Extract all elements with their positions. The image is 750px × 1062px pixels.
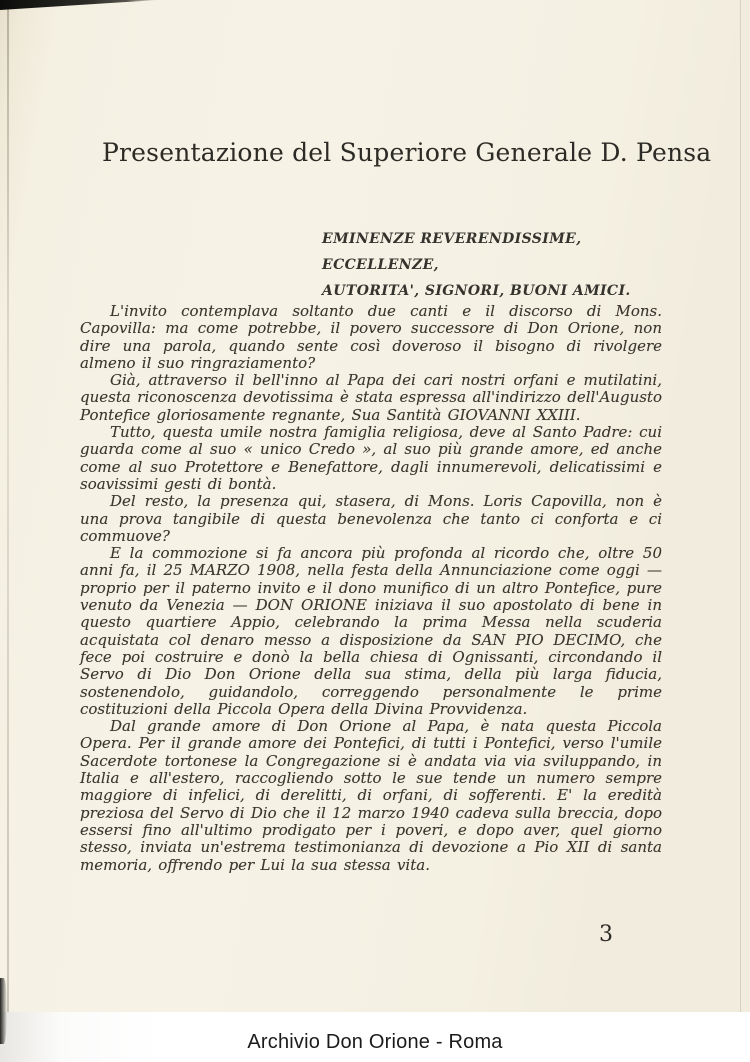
archive-caption: Archivio Don Orione - Roma bbox=[247, 1031, 503, 1053]
salutation-line-2: AUTORITA', SIGNORI, BUONI AMICI. bbox=[322, 283, 631, 299]
page-title: Presentazione del Superiore Generale D. Pensa bbox=[102, 138, 712, 167]
body-paragraph: Del resto, la presenza qui, stasera, di Mons. Loris Capovilla, non è una prova tangibile di questa benevolenza che tanto ci conforta e ci commuove? bbox=[80, 492, 662, 545]
salutation-block bbox=[322, 226, 662, 304]
body-text-block bbox=[80, 303, 662, 874]
salutation-line-1: EMINENZE REVERENDISSIME, ECCELLENZE, bbox=[322, 231, 582, 273]
body-paragraph: L'invito contemplava soltanto due canti e il discorso di Mons. Capovilla: ma come potrebbe, il povero successore di Don Orione, non dire una parola, quando sente così doveroso il bisogno di rivolgere almeno il suo ringraziamento? bbox=[80, 302, 662, 372]
body-paragraph: E la commozione si fa ancora più profonda al ricordo che, oltre 50 anni fa, il 25 MARZO 1908, nella festa della Annunciazione come oggi — proprio per il paterno invito e il dono munifico di un altro Pontefice, pure venuto da Venezia — DON ORIONE iniziava il suo apostolato di bene in questo quartiere Appio, celebrando la prima Messa nella scuderia acquistata col denaro messo a disposizione da SAN PIO DECIMO, che fece poi costruire e donò la bella chiesa di Ognissanti, circondando il Servo di Dio Don Orione della sua stima, della più larga fiducia, sostenendolo, guidandolo, correggendo personalmente le prime costituzioni della Piccola Opera della Divina Provvidenza. bbox=[80, 544, 662, 718]
body-paragraph: Già, attraverso il bell'inno al Papa dei cari nostri orfani e mutilatini, questa riconoscenza devotissima è stata espressa all'indirizzo dell'Augusto Pontefice gloriosamente regnante, Sua Santità GIOVANNI XXIII. bbox=[80, 371, 662, 424]
body-paragraph: Tutto, questa umile nostra famiglia religiosa, deve al Santo Padre: cui guarda come al suo « unico Credo », al suo più grande amore, ed anche come al suo Protettore e Benefattore, dagli innumerevoli, delicatissimi e soavissimi gesti di bontà. bbox=[80, 423, 662, 493]
page-number: 3 bbox=[599, 922, 613, 947]
paper-left-crease bbox=[7, 0, 9, 1014]
paper-right-edge bbox=[740, 0, 741, 1062]
body-paragraph: Dal grande amore di Don Orione al Papa, è nata questa Piccola Opera. Per il grande amore dei Pontefici, di tutti i Pontefici, verso l'umile Sacerdote tortonese la Congregazione si è andata via via sviluppando, in Italia e all'estero, raccogliendo sotto le sue tende un numero sempre maggiore di infelici, di derelitti, di orfani, di sofferenti. E' la eredità preziosa del Servo di Dio che il 12 marzo 1940 cadeva sulla breccia, dopo essersi fino all'ultimo prodigato per i poveri, e dopo aver, quel giorno stesso, inviata un'estrema testimonianza di devozione a Pio XII di santa memoria, offrendo per Lui la sua stessa vita. bbox=[80, 717, 662, 874]
